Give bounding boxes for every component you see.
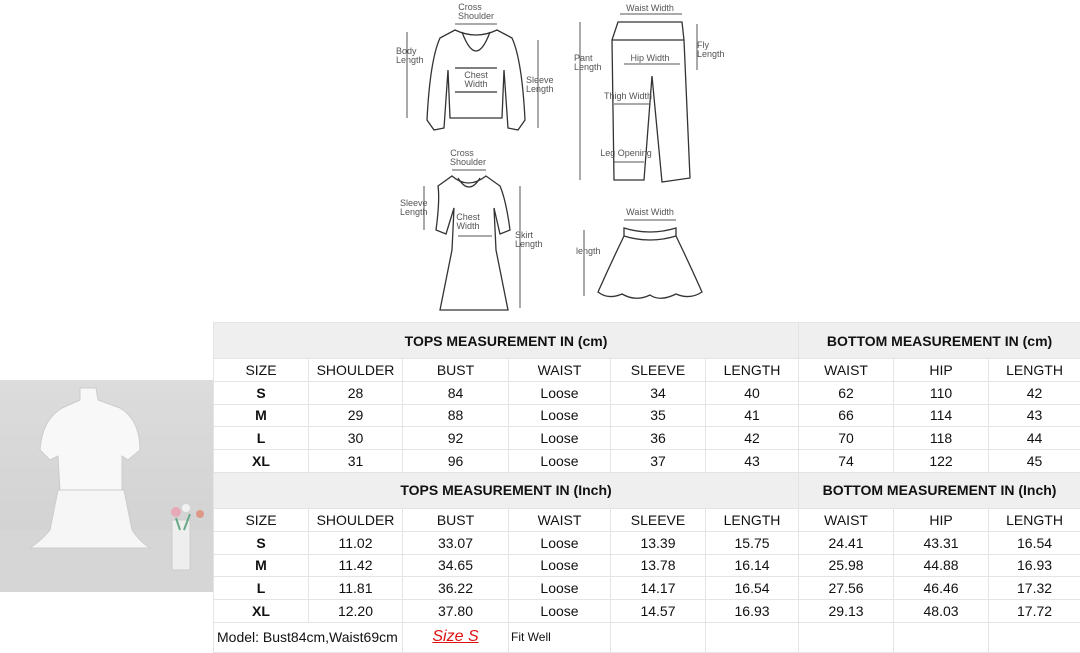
value-cell: 24.41 [799,531,894,554]
bottom-title: BOTTOM MEASUREMENT IN (cm) [799,323,1080,359]
value-cell: 27.56 [799,577,894,600]
value-cell: 16.54 [989,531,1080,554]
value-cell: 31 [309,450,403,473]
column-header-row [214,359,1080,382]
value-cell: 45 [989,450,1080,473]
table-row [214,600,1080,623]
svg-text:PantLength [574,53,602,72]
table-row [214,531,1080,554]
value-cell: 34 [611,381,706,404]
value-cell: 62 [799,381,894,404]
value-cell: Loose [509,381,611,404]
value-cell: 35 [611,404,706,427]
size-cell: S [214,381,309,404]
fit-note: Fit Well [509,622,611,652]
size-chart-table [213,322,1080,653]
svg-text:SleeveLength [526,75,554,94]
svg-text:SkirtLength [515,230,543,249]
model-size-label: Size S [432,628,478,645]
tops-title: TOPS MEASUREMENT IN (cm) [214,323,799,359]
value-cell: 29.13 [799,600,894,623]
value-cell: 36 [611,427,706,450]
value-cell: 43 [706,450,799,473]
value-cell: Loose [509,404,611,427]
value-cell: 41 [706,404,799,427]
label-dress-sleeve-length: Sleeve [400,198,428,208]
value-cell: 16.14 [706,554,799,577]
label-cross-shoulder-2: Shoulder [458,11,494,21]
svg-text:SleeveLength [400,198,428,217]
table-row [214,381,1080,404]
svg-text:BodyLength [396,46,424,65]
label-cross-shoulder: Cross [458,2,482,12]
section-header [214,472,1080,508]
label-fly-length-2: Length [697,49,725,59]
label-dress-chest-width: Chest [456,212,480,222]
value-cell: 14.17 [611,577,706,600]
value-cell: 118 [894,427,989,450]
column-header: BUST [403,359,509,382]
value-cell: 66 [799,404,894,427]
table-row [214,450,1080,473]
column-header: SHOULDER [309,508,403,531]
value-cell: 12.20 [309,600,403,623]
size-cell: S [214,531,309,554]
column-header: SLEEVE [611,359,706,382]
value-cell: 42 [989,381,1080,404]
label-pant-length: Pant [574,53,593,63]
label-skirt-waist-width: Waist Width [626,207,674,217]
size-cell: M [214,404,309,427]
column-header: LENGTH [706,359,799,382]
tops-title: TOPS MEASUREMENT IN (Inch) [214,472,799,508]
label-chest-width-2: Width [464,79,487,89]
column-header: HIP [894,508,989,531]
value-cell: 33.07 [403,531,509,554]
svg-text:CrossShoulder [458,2,494,21]
value-cell: 92 [403,427,509,450]
value-cell: 88 [403,404,509,427]
value-cell: 25.98 [799,554,894,577]
column-header: WAIST [509,508,611,531]
value-cell: 37.80 [403,600,509,623]
value-cell: 11.42 [309,554,403,577]
column-header: WAIST [799,359,894,382]
value-cell: 16.93 [706,600,799,623]
label-waist-width: Waist Width [626,3,674,13]
section-header [214,323,1080,359]
label-pant-length-2: Length [574,62,602,72]
size-cell: XL [214,450,309,473]
value-cell: 43 [989,404,1080,427]
table-row [214,427,1080,450]
value-cell: 28 [309,381,403,404]
value-cell: 11.02 [309,531,403,554]
column-header: BUST [403,508,509,531]
label-body-length-2: Length [396,55,424,65]
column-header: LENGTH [706,508,799,531]
value-cell: 84 [403,381,509,404]
column-header: WAIST [799,508,894,531]
value-cell: 122 [894,450,989,473]
value-cell: Loose [509,554,611,577]
value-cell: 74 [799,450,894,473]
value-cell: 70 [799,427,894,450]
size-cell: M [214,554,309,577]
table-row [214,404,1080,427]
label-skirt-length-short: length [576,246,601,256]
value-cell: Loose [509,600,611,623]
value-cell: 29 [309,404,403,427]
value-cell: 36.22 [403,577,509,600]
value-cell: 44 [989,427,1080,450]
value-cell: Loose [509,577,611,600]
bottom-title: BOTTOM MEASUREMENT IN (Inch) [799,472,1080,508]
value-cell: 17.32 [989,577,1080,600]
label-dress-cross-shoulder-2: Shoulder [450,157,486,167]
table-row [214,577,1080,600]
label-skirt-length-2: Length [515,239,543,249]
label-skirt-length: Skirt [515,230,533,240]
value-cell: 42 [706,427,799,450]
svg-text:ChestWidth [456,212,480,231]
label-dress-chest-width-2: Width [456,221,479,231]
column-header: SIZE [214,359,309,382]
model-photo [0,380,213,592]
svg-text:CrossShoulder [450,148,486,167]
size-cell: XL [214,600,309,623]
label-sleeve-length: Sleeve [526,75,554,85]
column-header: LENGTH [989,508,1080,531]
label-thigh-width: Thigh Width [604,91,652,101]
value-cell: 96 [403,450,509,473]
column-header: SLEEVE [611,508,706,531]
column-header: LENGTH [989,359,1080,382]
value-cell: 14.57 [611,600,706,623]
value-cell: 16.93 [989,554,1080,577]
dress-illustration [436,176,510,310]
column-header: SHOULDER [309,359,403,382]
label-fly-length: Fly [697,40,709,50]
value-cell: 110 [894,381,989,404]
value-cell: 13.78 [611,554,706,577]
value-cell: 16.54 [706,577,799,600]
value-cell: 17.72 [989,600,1080,623]
value-cell: Loose [509,450,611,473]
label-dress-cross-shoulder: Cross [450,148,474,158]
table-row [214,554,1080,577]
value-cell: 30 [309,427,403,450]
column-header: WAIST [509,359,611,382]
measurement-diagram [0,0,1080,322]
svg-text:ChestWidth [464,70,488,89]
value-cell: 40 [706,381,799,404]
size-cell: L [214,427,309,450]
label-dress-sleeve-length-2: Length [400,207,428,217]
size-cell: L [214,577,309,600]
model-info: Model: Bust84cm,Waist69cm [214,622,403,652]
value-cell: 34.65 [403,554,509,577]
value-cell: 37 [611,450,706,473]
column-header: SIZE [214,508,309,531]
value-cell: 46.46 [894,577,989,600]
label-chest-width: Chest [464,70,488,80]
skirt-illustration [598,228,702,298]
value-cell: Loose [509,427,611,450]
label-leg-opening: Leg Opening [600,148,652,158]
value-cell: 44.88 [894,554,989,577]
pants-illustration [612,22,690,182]
value-cell: 11.81 [309,577,403,600]
value-cell: 13.39 [611,531,706,554]
value-cell: 48.03 [894,600,989,623]
value-cell: 15.75 [706,531,799,554]
svg-text:FlyLength [697,40,725,59]
label-hip-width: Hip Width [630,53,669,63]
column-header-row [214,508,1080,531]
label-sleeve-length-2: Length [526,84,554,94]
value-cell: Loose [509,531,611,554]
label-body-length: Body [396,46,417,56]
column-header: HIP [894,359,989,382]
value-cell: 114 [894,404,989,427]
value-cell: 43.31 [894,531,989,554]
